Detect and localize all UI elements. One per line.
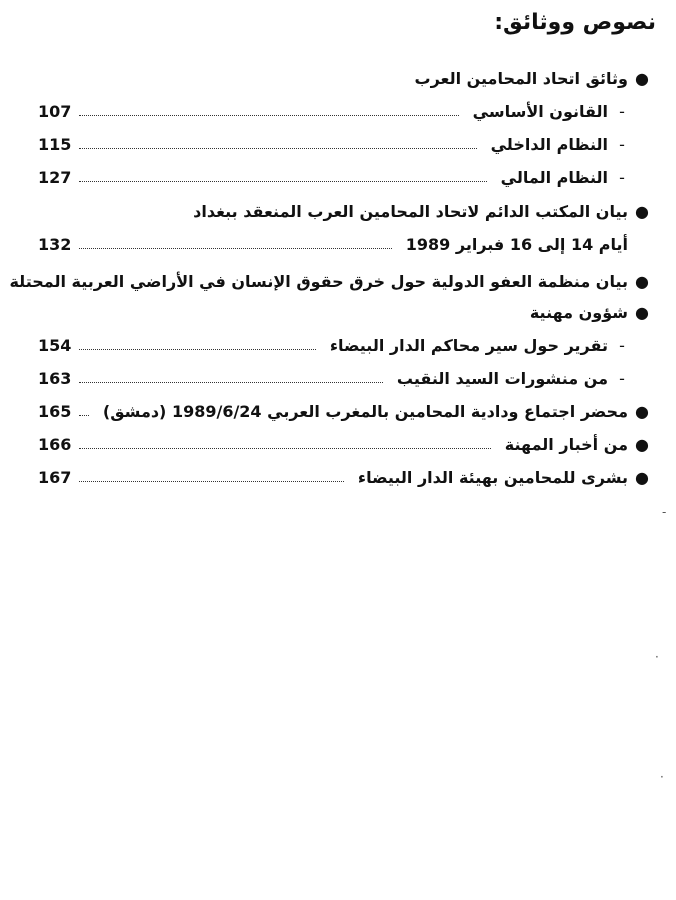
page-number: 165 [38, 401, 72, 421]
dash-icon: - [619, 368, 625, 388]
dot-leader [79, 414, 89, 416]
dash-icon: - [619, 167, 625, 187]
bullet-icon: ● [635, 434, 649, 454]
page-number: 127 [38, 167, 72, 187]
entry-title: بيان المكتب الدائم لاتحاد المحامين العرب المنعقد ببغداد [193, 201, 628, 221]
toc-entry [38, 229, 656, 259]
page-number: 107 [38, 101, 72, 121]
bullet-icon: ● [635, 201, 649, 221]
entry-title: بيان منظمة العفو الدولية حول خرق حقوق الإنسان في الأراضي العربية المحتلة [9, 271, 628, 291]
entry-title: النظام الداخلي [490, 134, 608, 154]
page-number: 167 [38, 467, 72, 487]
dash-icon: - [619, 335, 625, 355]
dot-leader [79, 447, 490, 449]
toc-entry [38, 330, 656, 360]
bullet-icon: ● [635, 467, 649, 487]
bullet-icon: ● [635, 401, 649, 421]
entry-title: النظام المالي [500, 167, 608, 187]
entry-title: بشرى للمحامين بهيئة الدار البيضاء [357, 467, 628, 487]
section-heading: نصوص ووثائق: [494, 10, 656, 35]
entry-title: محضر اجتماع ودادية المحامين بالمغرب العربي 1989/6/24 (دمشق) [102, 401, 628, 421]
page-number: 166 [38, 434, 72, 454]
toc-entry [38, 129, 656, 159]
bullet-icon: ● [635, 68, 649, 88]
toc-entry [38, 63, 656, 93]
dot-leader [79, 381, 383, 383]
scan-mark-icon: ‐ [662, 505, 667, 519]
entry-title: شؤون مهنية [529, 302, 628, 322]
dash-icon: - [619, 101, 625, 121]
page-number: 132 [38, 234, 72, 254]
entry-title: من أخبار المهنة [504, 434, 628, 454]
toc-entry [38, 96, 656, 126]
entry-title: القانون الأساسي [472, 101, 608, 121]
entry-title: من منشورات السيد النقيب [396, 368, 608, 388]
toc-entry [38, 396, 656, 426]
toc-entry [38, 363, 656, 393]
dot-leader [79, 348, 315, 350]
dot-leader [79, 180, 486, 182]
dot-leader [79, 147, 476, 149]
toc-entry [38, 162, 656, 192]
toc-entry [38, 429, 656, 459]
toc-entry [38, 196, 656, 226]
toc-entry [38, 297, 656, 327]
toc-entry [9, 266, 656, 296]
entry-title: تقرير حول سير محاكم الدار البيضاء [329, 335, 608, 355]
bullet-icon: ● [635, 302, 649, 322]
toc-entry [38, 462, 656, 492]
scan-mark-icon: · [655, 650, 659, 664]
entry-title: أيام 14 إلى 16 فبراير 1989 [405, 234, 628, 254]
dot-leader [79, 480, 343, 482]
bullet-icon: ● [635, 271, 649, 291]
page-number: 163 [38, 368, 72, 388]
entry-title: وثائق اتحاد المحامين العرب [414, 68, 628, 88]
scan-mark-icon: · [660, 770, 664, 784]
page-number: 115 [38, 134, 72, 154]
dash-icon: - [619, 134, 625, 154]
dot-leader [79, 114, 458, 116]
dot-leader [79, 247, 391, 249]
page-number: 154 [38, 335, 72, 355]
